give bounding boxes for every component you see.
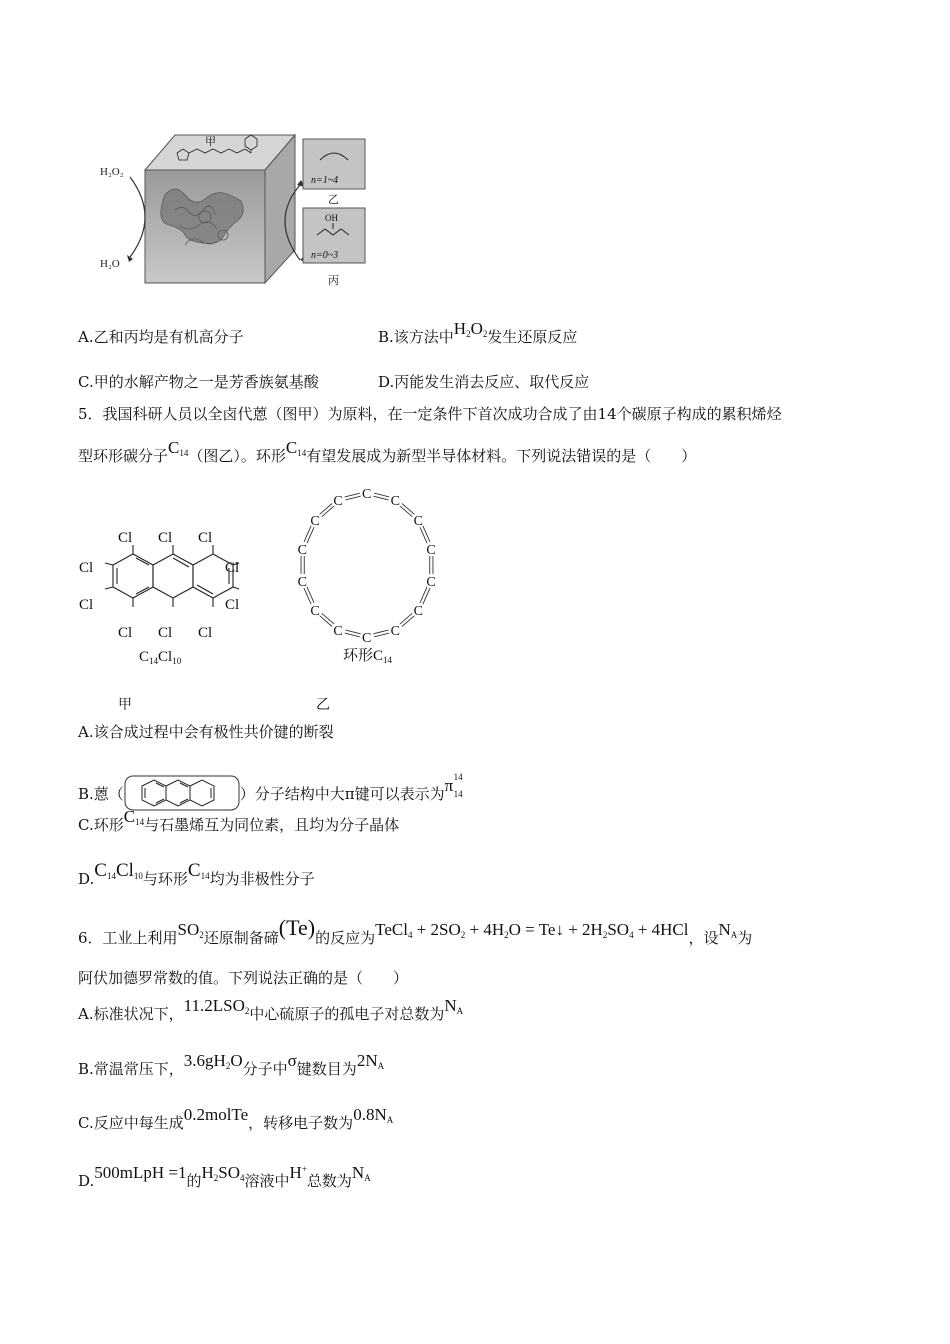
q5-figure-label-yi: 乙 bbox=[316, 697, 330, 713]
figure-perchloroanthracene bbox=[75, 525, 245, 670]
cyclo-c14-label: 环形$C_{14}$ bbox=[343, 648, 393, 665]
cl-labels bbox=[79, 530, 239, 641]
figure-cyclo-c14 bbox=[285, 480, 450, 670]
cl-label-4: Cl bbox=[79, 560, 94, 576]
ring-carbon-atom: C bbox=[310, 514, 320, 530]
q5-stem-line1: 5．我国科研人员以全卤代蒽（图甲）为原料，在一定条件下首次成功合成了由14个碳原子构成的累积烯烃 bbox=[78, 405, 782, 423]
ring-carbon-atom: C bbox=[362, 631, 372, 646]
left-arc-arrow bbox=[130, 177, 145, 257]
q4-option-b: B.该方法中$H_2O_2$发生还原反应 bbox=[378, 319, 578, 346]
ring-carbon-atom: C bbox=[362, 487, 372, 502]
cl-label-1: Cl bbox=[118, 530, 133, 546]
formula-c14cl10: $C_{14}Cl_{10}$ bbox=[139, 649, 182, 666]
q5-option-d: $D.C_{14}Cl_{10}$与环形$C_{14}$均为非极性分子 bbox=[78, 860, 315, 888]
q6-option-b: B.常温常压下，$3.6gH_2O$分子中σ键数目为$2N_A$ bbox=[78, 1051, 385, 1078]
cl-label-6: Cl bbox=[79, 597, 94, 613]
q4-option-d: D.丙能发生消去反应、取代反应 bbox=[378, 373, 590, 391]
cl-label-5: Cl bbox=[225, 560, 240, 576]
cl-label-3: Cl bbox=[198, 530, 213, 546]
label-yi-fig4: 乙 bbox=[328, 194, 339, 206]
ring-double-bond bbox=[346, 496, 361, 500]
ring-double-bond bbox=[423, 588, 430, 604]
ring-carbon-atom: C bbox=[390, 623, 400, 639]
ring-double-bond bbox=[345, 633, 360, 637]
ring-carbon-atom: C bbox=[426, 542, 436, 558]
cl-label-9: Cl bbox=[158, 625, 173, 641]
q6-option-c: C.反应中每生成0.2molTe，转移电子数为$0.8N_A$ bbox=[78, 1105, 394, 1132]
q6-stem-line2: 阿伏加德罗常数的值。下列说法正确的是（ ） bbox=[78, 969, 409, 987]
ring-carbon-atom: C bbox=[333, 494, 343, 510]
ring-carbon-atom: C bbox=[310, 603, 320, 619]
ring-double-bond bbox=[373, 496, 388, 500]
ring-carbon-atom: C bbox=[426, 575, 436, 591]
cl-label-2: Cl bbox=[158, 530, 173, 546]
ring-double-bond bbox=[346, 630, 361, 634]
ring-double-bond bbox=[423, 526, 430, 542]
q5-option-c: C.环形$C_{14}$与石墨烯互为同位素，且均为分子晶体 bbox=[78, 807, 400, 834]
ring-double-bond bbox=[307, 587, 314, 603]
label-bing-fig4: 丙 bbox=[328, 275, 339, 287]
ring-atoms bbox=[298, 487, 436, 646]
ring-double-bond bbox=[307, 527, 314, 543]
ring-double-bond bbox=[373, 630, 388, 634]
anthracene-small-icon bbox=[124, 775, 240, 811]
label-jia: 甲 bbox=[205, 136, 216, 148]
q4-option-a: A.乙和丙均是有机高分子 bbox=[78, 328, 244, 346]
anthracene-rings bbox=[105, 545, 239, 607]
ring-double-bond bbox=[420, 527, 427, 543]
bing-n-label: n=0~3 bbox=[311, 250, 339, 261]
anthracene-svg bbox=[75, 525, 245, 670]
q5-option-a: A.该合成过程中会有极性共价键的断裂 bbox=[78, 723, 334, 741]
ring-carbon-atom: C bbox=[390, 494, 400, 510]
yi-n-label: n=1~4 bbox=[311, 175, 339, 186]
reaction-equation: TeCl$_4$ + $2SO_2 + 4H_2O$ = Te↓ + $2H_2SO_4 + 4HCl$ bbox=[375, 920, 689, 940]
h2o-label: H₂O bbox=[100, 258, 120, 270]
q5-option-b: B.蒽（ ）分子结构中大π键可以表示为π 14 14 bbox=[78, 775, 453, 811]
enzyme-diagram-svg bbox=[95, 125, 375, 295]
ring-double-bond bbox=[304, 588, 311, 604]
figure-enzyme-diagram bbox=[95, 125, 375, 295]
ring-carbon-atom: C bbox=[413, 514, 423, 530]
ring-double-bond bbox=[345, 493, 360, 497]
ring-carbon-atom: C bbox=[297, 542, 307, 558]
cl-label-10: Cl bbox=[198, 625, 213, 641]
ring-double-bond bbox=[374, 633, 389, 637]
oh-label: OH bbox=[325, 213, 338, 223]
h2o2-label: H₂O₂ bbox=[100, 166, 124, 178]
q5-stem-line2: 型环形碳分子$C_{14}$（图乙）。环形$C_{14}$有望发展成为新型半导体材料。下列说法错误的是（ ） bbox=[78, 438, 697, 465]
ring-carbon-atom: C bbox=[297, 575, 307, 591]
q5-figure-label-jia: 甲 bbox=[118, 697, 132, 713]
cl-label-7: Cl bbox=[225, 597, 240, 613]
q4-option-c: C.甲的水解产物之一是芳香族氨基酸 bbox=[78, 373, 319, 391]
q6-stem-line1: 6．工业上利用$SO_2$还原制备碲(Te)的反应为TeCl$_4$ + $2SO_2 + 4H_2O$ = Te↓ + $2H_2SO_4 + 4HCl$，设$N_A$为 bbox=[78, 915, 753, 947]
ring-carbon-atom: C bbox=[413, 603, 423, 619]
ring-double-bond bbox=[374, 493, 389, 497]
ring-carbon-atom: C bbox=[333, 623, 343, 639]
q6-option-a: A.标准状况下，$11.2LSO_2$中心硫原子的孤电子对总数为$N_A$ bbox=[78, 996, 464, 1023]
cl-label-8: Cl bbox=[118, 625, 133, 641]
q6-option-d: D.500mLpH =1的$H_2SO_4$溶液中H+总数为$N_A$ bbox=[78, 1163, 371, 1190]
cyclo-c14-svg bbox=[285, 480, 450, 670]
